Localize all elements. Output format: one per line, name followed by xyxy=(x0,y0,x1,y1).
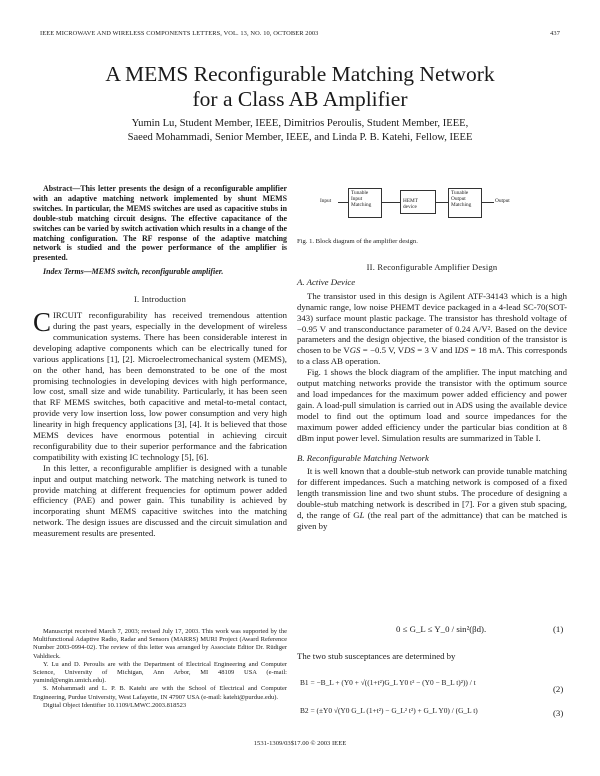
footnote-doi: Digital Object Identifier 10.1109/LMWC.2003.818523 xyxy=(43,701,187,709)
footnotes xyxy=(33,628,287,710)
title-line-1: A MEMS Reconfigurable Matching Network xyxy=(105,62,495,86)
active-device-text-c: = 3 V and I xyxy=(414,345,458,356)
hemt-device-block: HEMT device xyxy=(400,190,436,214)
link-line-1 xyxy=(382,202,400,203)
subsection-active-device: A. Active Device xyxy=(297,276,356,287)
matching-network-text: It is well known that a double-stub network can provide tunable matching for different impedances. Such a matching network is composed of a fixed length transmission line and two shunt stubs. The procedure of designing a double-stub matching network is described in [7]. For a given stub spacing, d, the range of G xyxy=(297,466,567,521)
active-device-text-d: = 18 mA. This corresponds to a class AB operation. xyxy=(297,345,567,367)
index-terms: Index Terms—MEMS switch, reconfigurable amplifier. xyxy=(43,267,224,277)
subsection-matching-network: B. Reconfigurable Matching Network xyxy=(297,452,429,463)
input-line xyxy=(338,202,348,203)
equation-2: B1 = −B_L + (Y0 + √((1+t²)G_L Y0 t² − (Y0 − B_L t)²)) / t xyxy=(300,678,476,687)
equation-1: 0 ≤ G_L ≤ Y_0 / sin²(βd). xyxy=(396,624,487,634)
active-device-paragraph-1: The transistor used in this design is Agilent ATF-34143 which is a high dynamic range, low noise PHEMT device packaged in a 4-lead SC-70(SOT-343) surface mount plastic package. The transistor has threshold voltage of −0.95 V and transconductance parameter of 0.24 A/V². Based on the device parameters and the design objective, the biased condition of the transistor is chosen to be VGS = −0.5 V, VDS = 3 V and IDS = 18 mA. This corresponds to a class AB operation. xyxy=(297,290,567,367)
figure-1-block-diagram xyxy=(320,184,520,232)
intro-paragraph-1 xyxy=(33,307,287,463)
input-label: Input xyxy=(320,198,332,204)
active-device-paragraph-2: Fig. 1 shows the block diagram of the amplifier. The input matching and output matching networks provide the transistor with the optimum source and load impedances for the maximum power added efficiency and power gain. A load-pull simulation is carried out in ADS using the available device model to find out the optimum load and source impedances for the maximum power added efficiency under the particular bias condition at 8 dBm input power level. Simulation results are summarized in Table I. xyxy=(297,367,567,443)
matching-network-text-tail: (the real part of the admittance) that can be matched is given by xyxy=(297,510,567,531)
section-heading-design: II. Reconfigurable Amplifier Design xyxy=(366,262,498,272)
left-column xyxy=(33,184,287,539)
intro-paragraph-1-text: IRCUIT reconfigurability has received tremendous attention during the past years, especially in the development of wireless communication systems. There has been considerable interest in developing adaptive components which can be electrically tuned for various applications [1], [2]. Microelectromechanical system (MEMS), on the other hand, has been demonstrated to be one of the most promising technologies in developing devices with high performance, low cost, small size and wide tunability. Particularly, it has been seen that RF MEMS switches, both capacitive and metal-to-metal contact, provide very low insertion loss, low power consumption and very high linearity in high frequency applications [3], [4]. It is believed that those MEMS devices have enormous potential in achieving circuit reconfigurability due to their superior performance and the fabrication compatibility with existing IC technology [5], [6]. xyxy=(33,310,287,462)
equation-3: B2 = (±Y0 √(Y0 G_L (1+t²) − G_L² t²) + G_L Y0) / (G_L t) xyxy=(300,706,478,715)
right-column xyxy=(297,262,567,532)
footnote-manuscript: Manuscript received March 7, 2003; revised July 17, 2003. This work was supported by the Multifunctional Adaptive Radio, Radar and Sensors (MARRS) MURI Project (Award Reference Number 2003-0994-02). The review of this letter was arranged by Associate Editor Dr. Rüdiger Vahldieck. xyxy=(33,628,287,660)
authors-line-2: Saeed Mohammadi, Senior Member, IEEE, and Linda P. B. Katehi, Fellow, IEEE xyxy=(127,131,473,143)
section-heading-introduction: I. Introduction xyxy=(133,294,187,305)
abstract: Abstract—This letter presents the design of a reconfigurable amplifier with an adaptive matching network implemented by shunt MEMS switches. In particular, the MEMS switches are used as capacitive stubs in double-stub matching circuit designs. The effective capacitance of the switches can be varied by switch activation which results in a change of the matching configuration. The RF response of the adaptive matching network is studied and the power performance of the amplifier is presented. xyxy=(33,184,287,263)
page-number: 437 xyxy=(550,30,560,37)
active-device-text-a: The transistor used in this design is Agilent ATF-34143 which is a high dynamic range, low noise PHEMT device packaged in a 4-lead SC-70(SOT-343) surface mount plastic package. The transistor has threshold voltage of −0.95 V and transconductance parameter of 0.24 A/V². Based on the device parameters and the design objective, the biased condition of the transistor is chosen to be V xyxy=(297,290,567,356)
output-label: Output xyxy=(495,198,510,204)
tunable-output-matching-block: Tunable Output Matching xyxy=(448,188,482,218)
drop-cap: C xyxy=(33,307,52,338)
equation-3-number: (3) xyxy=(553,708,564,718)
footnote-authors-purdue: S. Mohammadi and L. P. B. Katehi are with the School of Electrical and Computer Engineering, Purdue University, West Lafayette, IN 47907 USA (e-mail: katehi@purdue.edu). xyxy=(33,685,287,701)
intro-paragraph-2: In this letter, a reconfigurable amplifier is designed with a tunable input and output matching network. The matching network is tuned to provide matching at different frequencies for optimum power added efficiency (PAE) and power gain. This tunability is achieved by incorporating shunt MEMS capacitive switches into the matching network. The design issues are discussed and the circuit simulation and measurement results are presented. xyxy=(33,462,287,539)
author-list xyxy=(0,117,600,144)
authors-line-1: Yumin Lu, Student Member, IEEE, Dimitrios Peroulis, Student Member, IEEE, xyxy=(131,118,469,129)
running-header: IEEE MICROWAVE AND WIRELESS COMPONENTS LETTERS, VOL. 13, NO. 10, OCTOBER 2003 xyxy=(40,30,319,37)
stub-susceptance-text: The two stub susceptances are determined by xyxy=(297,651,456,661)
link-line-2 xyxy=(436,202,448,203)
paper-title xyxy=(0,62,600,112)
matching-network-paragraph: It is well known that a double-stub network can provide tunable matching for different impedances. Such a matching network is composed of a fixed length transmission line and two shunt stubs. The procedure of designing a double-stub matching network is described in [7]. For a given stub spacing, d, the range of GL (the real part of the admittance) that can be matched is given by xyxy=(297,466,567,531)
title-line-2: for a Class AB Amplifier xyxy=(192,87,408,111)
equation-2-number: (2) xyxy=(553,684,564,694)
equation-1-number: (1) xyxy=(553,624,564,634)
figure-1-caption: Fig. 1. Block diagram of the amplifier design. xyxy=(297,238,418,245)
footnote-authors-michigan: Y. Lu and D. Peroulis are with the Department of Electrical Engineering and Computer Science, University of Michigan, Ann Arbor, MI 48109 USA (e-mail: yumind@engin.umich.edu). xyxy=(33,660,287,685)
tunable-input-matching-block: Tunable Input Matching xyxy=(348,188,382,218)
copyright-footer: 1531-1309/03$17.00 © 2003 IEEE xyxy=(253,740,347,747)
active-device-text-b: = −0.5 V, V xyxy=(360,345,405,356)
output-line xyxy=(482,202,494,203)
